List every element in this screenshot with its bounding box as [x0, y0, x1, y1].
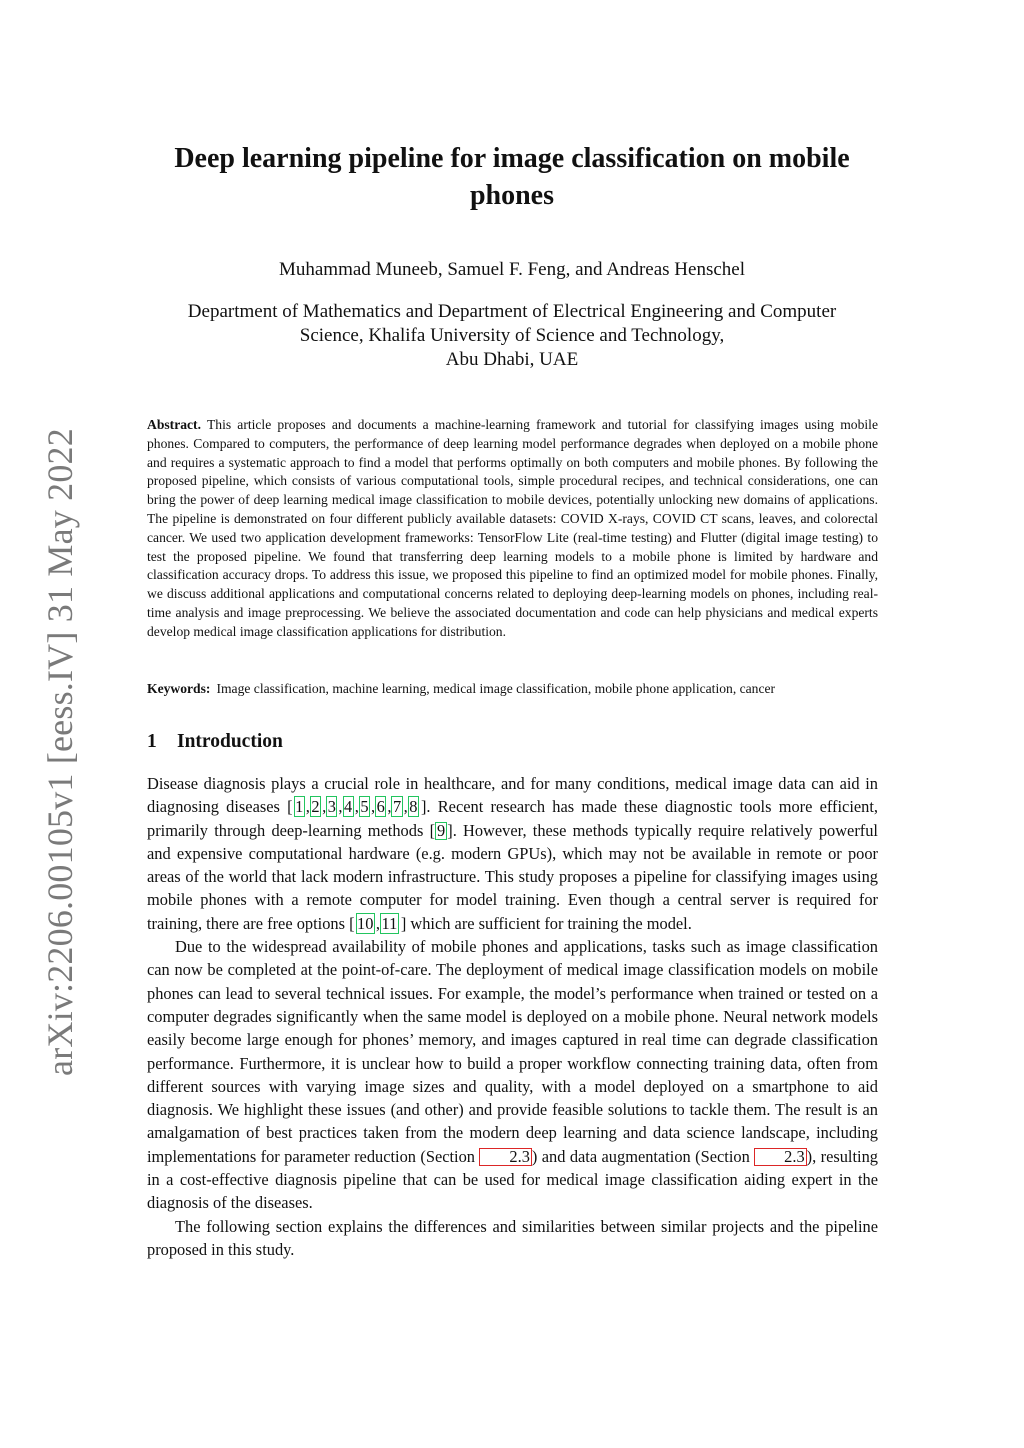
- citation-link[interactable]: 11: [381, 913, 398, 933]
- abstract-text: This article proposes and documents a machine-learning framework and tutorial for classifying images using mobile phones. Compared to computers, the performance of deep learning model performance degrades when deployed on a mobile phone and requires a systematic approach to find a model that performs optimally on both computers and mobile phones. By following the proposed pipeline, which consists of various computational tools, simple procedural recipes, and technical considerations, one can bring the power of deep learning medical image classification to mobile devices, potentially unlocking new domains of applications. The pipeline is demonstrated on four different publicly available datasets: COVID X-rays, COVID CT scans, leaves, and colorectal cancer. We used two application development frameworks: TensorFlow Lite (real-time testing) and Flutter (digital image testing) to test the proposed pipeline. We found that transferring deep learning models to a mobile phone is limited by hardware and classification accuracy drops. To address this issue, we proposed this pipeline to find an optimized model for mobile phones. Finally, we discuss additional applications and computational concerns related to deploying deep-learning models on phones, including real-time analysis and image preprocessing. We believe the associated documentation and code can help physicians and medical experts develop medical image classification applications for distribution.: [147, 417, 878, 639]
- citation-group[interactable]: 1 ,2 ,3 ,4 ,5 ,6 ,7 ,8: [295, 797, 418, 817]
- keywords: [147, 680, 878, 699]
- citation-link[interactable]: 10: [357, 913, 374, 933]
- paragraph-text: Disease diagnosis plays a crucial role in healthcare, and for many conditions, medical image data can aid in diagnosing diseases [: [147, 774, 878, 817]
- citation-link[interactable]: 4: [344, 797, 353, 817]
- section-link[interactable]: 2.3: [754, 1148, 807, 1166]
- paragraph-text: ]. However, these methods typically require relatively powerful and expensive computational hardware (e.g. modern GPUs), which may not be available in remote or poor areas of the world that lack modern infrastructure. This study proposes a pipeline for classifying images using mobile phones with a remote computer for model training. Even though a central server is required for training, there are free options [: [147, 820, 878, 933]
- affiliation-line: Department of Mathematics and Department of Electrical Engineering and Computer: [187, 301, 837, 322]
- paragraph: [147, 772, 878, 935]
- citation-group[interactable]: 10 ,11: [357, 913, 398, 933]
- paragraph-text: ) and data augmentation (Section: [531, 1146, 755, 1166]
- citation-link[interactable]: 2: [311, 797, 320, 817]
- citation-link[interactable]: 3: [327, 797, 336, 817]
- affiliation-line: Abu Dhabi, UAE: [445, 349, 579, 370]
- abstract: [147, 416, 878, 642]
- section-title: Introduction: [177, 731, 283, 752]
- citation-link[interactable]: 1: [295, 797, 304, 817]
- affiliation: [140, 300, 884, 372]
- arxiv-identifier: arXiv:2206.00105v1 [eess.IV] 31 May 2022: [40, 428, 80, 1076]
- keywords-text: Image classification, machine learning, medical image classification, mobile phone application, cancer: [216, 681, 776, 696]
- citation-link[interactable]: 6: [376, 797, 385, 817]
- keywords-label: Keywords:: [147, 681, 211, 696]
- paragraph: The following section explains the differences and similarities between similar projects and the pipeline proposed in this study.: [147, 1216, 878, 1259]
- paragraph-text: ] which are sufficient for training the model.: [400, 913, 692, 933]
- citation-link[interactable]: 8: [409, 797, 418, 817]
- citation-link[interactable]: 9: [437, 820, 446, 840]
- paragraph-text: ), resulting in a cost-effective diagnosis pipeline that can be used for medical image classification aiding expert in the diagnosis of the diseases.: [147, 1146, 878, 1213]
- abstract-label: Abstract.: [147, 417, 201, 432]
- paper-title: Deep learning pipeline for image classification on mobile phones: [174, 143, 850, 211]
- citation-link[interactable]: 5: [360, 797, 369, 817]
- introduction-body: [147, 772, 878, 1261]
- citation-link[interactable]: 7: [392, 797, 402, 817]
- author-list: Muhammad Muneeb, Samuel F. Feng, and Andreas Henschel: [278, 259, 745, 280]
- affiliation-line: Science, Khalifa University of Science and Technology,: [299, 325, 725, 346]
- section-heading: [147, 730, 878, 754]
- paragraph-text: ]. Recent research has made these diagnostic tools more efficient, primarily through deep-learning methods [: [147, 797, 878, 840]
- paragraph-text: Due to the widespread availability of mobile phones and applications, tasks such as image classification can now be completed at the point-of-care. The deployment of medical image classification models on mobile phones can lead to several technical issues. For example, the model’s performance when trained or tested on a computer degrades significantly when the same model is deployed on a mobile phone. Neural network models easily become large enough for phones’ memory, and images captured in real time can degrade classification performance. Furthermore, it is unclear how to build a proper workflow connecting training data, often from different sources with varying image sizes and quality, with a model deployed on a smartphone to aid diagnosis. We highlight these issues (and other) and provide feasible solutions to tackle them. The result is an amalgamation of best practices taken from the modern deep learning and data science landscape, including implementations for parameter reduction (Section: [147, 937, 878, 1166]
- paragraph: [147, 935, 878, 1215]
- section-link[interactable]: 2.3: [479, 1148, 532, 1166]
- section-number: 1: [147, 731, 157, 752]
